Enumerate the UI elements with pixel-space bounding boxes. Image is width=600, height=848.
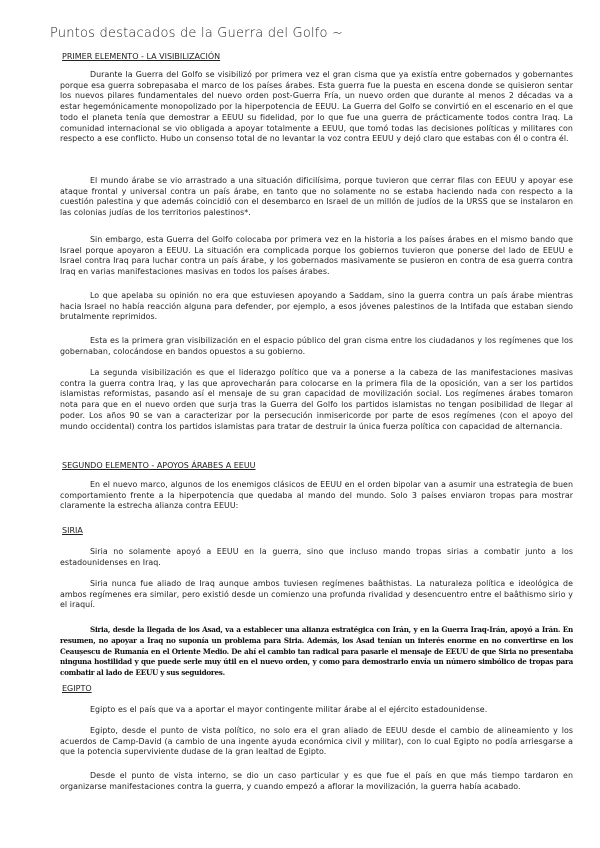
- paragraph-bold-serif: Siria, desde la llegada de los Asad, va a establecer una alianza estratégica con Irán, y en la Guerra Iraq-Irán, apoyó a Irán. En resumen, no apoyar a Iraq no suponía un problema para Siria. Además, los Asad tenían un interés enorme en no convertirse en los Ceaușescu de Rumanía en el Oriente Medio. De ahí el cambio tan radical para pasarle el mensaje de EEUU de que Siria no presentaba ninguna hostilidad y que puede serle muy útil en el nuevo orden, y como para demostrarlo envía un número simbólico de tropas para combatir al lado de EEUU y sus seguidores.: [60, 625, 573, 678]
- paragraph: El mundo árabe se vio arrastrado a una situación dificilísima, porque tuvieron que cerrar filas con EEUU y apoyar ese ataque frontal y universal contra un país árabe, en tanto que no solamente no se estaba haciendo nada con respecto a la cuestión palestina y que además coincidió con el desembarco en Israel de un millón de judíos de la URSS que se instalaron en las colonias judías de los territorios palestinos*.: [60, 176, 573, 218]
- section-heading-apoyos-arabes: SEGUNDO ELEMENTO - APOYOS ÁRABES A EEUU: [62, 461, 256, 470]
- paragraph: Egipto, desde el punto de vista político, no solo era el gran aliado de EEUU desde el cambio de alineamiento y los acuerdos de Camp-David (a cambio de una ingente ayuda económica civil y militar), con lo cual Egipto no podía arriesgarse a que la potencia superviviente dudase de la gran lealtad de Egipto.: [60, 726, 573, 757]
- paragraph: Desde el punto de vista interno, se dio un caso particular y es que fue el país en que más tiempo tardaron en organizarse manifestaciones contra la guerra, y cuando empezó a aflorar la movilización, la guerra había acabado.: [60, 771, 573, 791]
- paragraph: Lo que apelaba su opinión no era que estuviesen apoyando a Saddam, sino la guerra contra un país árabe mientras hacia Israel no había reacción alguna para defender, por ejemplo, a esos jóvenes palestinos de la Intifada que estaban siendo brutalmente reprimidos.: [60, 291, 573, 322]
- section-heading-visibilizacion: PRIMER ELEMENTO - LA VISIBILIZACIÓN: [62, 52, 221, 61]
- subheading-siria: SIRIA: [62, 526, 83, 535]
- subheading-egipto: EGIPTO: [62, 684, 92, 693]
- paragraph: Esta es la primera gran visibilización en el espacio público del gran cisma entre los ciudadanos y los regímenes que los gobernaban, colocándose en bandos opuestos a su gobierno.: [60, 336, 573, 356]
- paragraph: En el nuevo marco, algunos de los enemigos clásicos de EEUU en el orden bipolar van a asumir una estrategia de buen comportamiento frente a la hiperpotencia que quedaba al mando del mundo. Solo 3 países enviaron tropas para mostrar claramente la estrecha alianza contra EEUU:: [60, 480, 573, 511]
- paragraph: La segunda visibilización es que el liderazgo político que va a ponerse a la cabeza de las manifestaciones masivas contra la guerra contra Iraq, y las que aprovecharán para colocarse en la primera fila de la oposición, van a ser los partidos islamistas reformistas, pasando así el mensaje de su gran capacidad de movilización social. Los regímenes árabes tomaron nota para que en el nuevo orden que surja tras la Guerra del Golfo los partidos islamistas no tengan posibilidad de llegar al poder. Los años 90 se van a caracterizar por la persecución inmisericorde por parte de esos regímenes (con el apoyo del mundo occidental) contra los partidos islamistas para tratar de destruir la única fuerza política con capacidad de alternancia.: [60, 368, 573, 431]
- paragraph: Sin embargo, esta Guerra del Golfo colocaba por primera vez en la historia a los países árabes en el mismo bando que Israel porque apoyaron a EEUU. La situación era complicada porque los gobiernos tuvieron que ponerse del lado de EEUU e Israel contra Iraq para luchar contra un país árabe, y los gobernados masivamente se pusieron en contra de esa guerra contra Iraq en varias manifestaciones masivas en todos los países árabes.: [60, 235, 573, 277]
- paragraph: Siria nunca fue aliado de Iraq aunque ambos tuviesen regímenes baâthistas. La naturaleza política e ideológica de ambos regímenes era similar, pero existió desde un comienzo una profunda rivalidad y desencuentro entre el baâthismo sirio y el iraquí.: [60, 579, 573, 610]
- paragraph: Siria no solamente apoyó a EEUU en la guerra, sino que incluso mando tropas sirias a combatir junto a los estadounidenses en Iraq.: [60, 547, 573, 567]
- document-title: Puntos destacados de la Guerra del Golfo ~: [50, 26, 344, 41]
- paragraph: Egipto es el país que va a aportar el mayor contingente militar árabe al el ejército estadounidense.: [90, 705, 488, 714]
- paragraph: Durante la Guerra del Golfo se visibilizó por primera vez el gran cisma que ya existía entre gobernados y gobernantes porque esa guerra sobrepasaba el marco de los países árabes. Esta guerra fue la puesta en escena donde se quisieron sentar los nuevos pilares fundamentales del nuevo orden post-Guerra Fría, un nuevo orden que durante al menos 2 décadas va a estar hegemónicamente monopolizado por la hiperpotencia de EEUU. La Guerra del Golfo se convirtió en el escenario en el que todo el planeta tenía que demostrar a EEUU su fidelidad, por lo que fue una guerra de prácticamente todos contra Iraq. La comunidad internacional se vio obligada a apoyar totalmente a EEUU, que tomó todas las decisiones políticas y militares con respecto a ese conflicto. Hubo un consenso total de no levantar la voz contra EEUU y dejó claro que estabas con él o contra él.: [60, 70, 573, 144]
